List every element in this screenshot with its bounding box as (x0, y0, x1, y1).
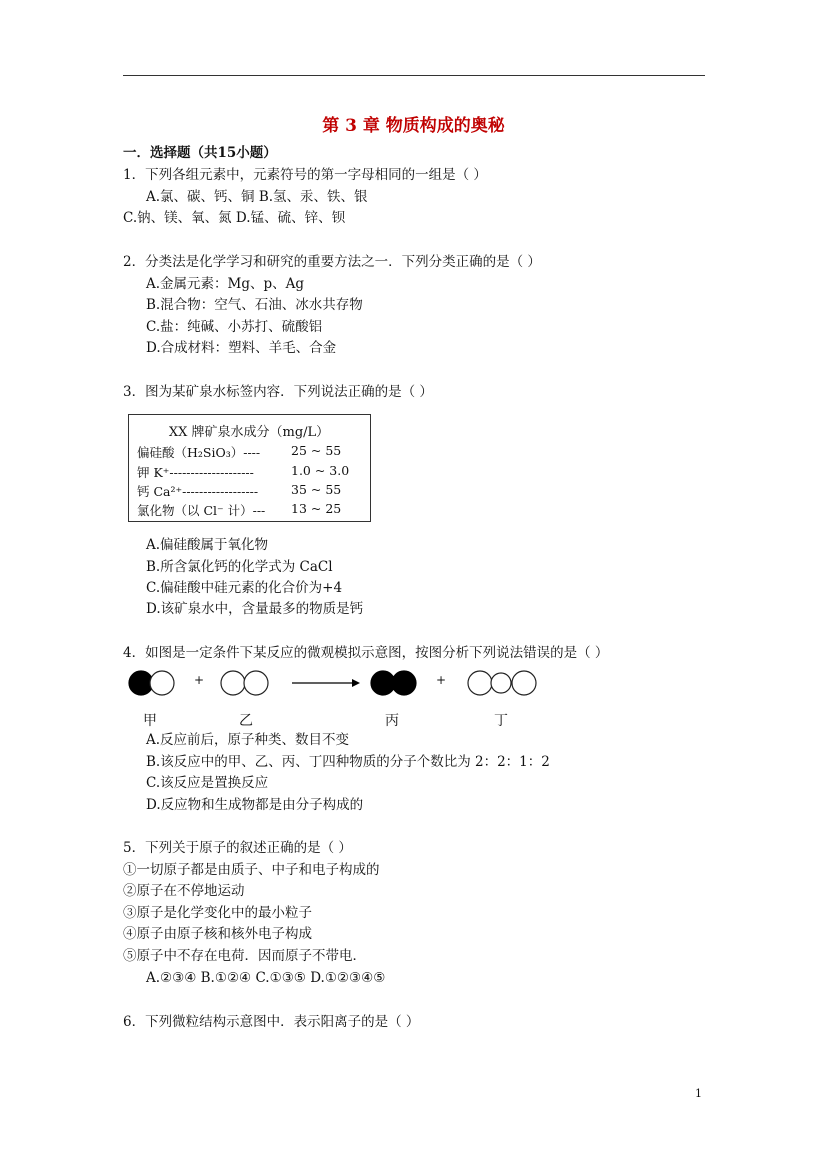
q4-option-d: D.反应物和生成物都是由分子构成的 (146, 797, 364, 813)
species-label-bing: 丙 (385, 713, 399, 729)
label-row-name: 钾 K⁺-------------------- (137, 465, 254, 480)
q3-option-b: B.所含氯化钙的化学式为 CaCl (146, 559, 333, 575)
header-rule (123, 75, 705, 76)
q1-options-cd: C.钠、镁、氧、氮 D.锰、硫、锌、钡 (123, 210, 346, 226)
arrow-head-icon (352, 679, 360, 687)
q3-option-a: A.偏硅酸属于氧化物 (146, 537, 269, 553)
q5-options: A.②③④ B.①②④ C.①③⑤ D.①②③④⑤ (146, 970, 386, 986)
species-label-jia: 甲 (143, 713, 157, 729)
mineral-water-label (128, 414, 371, 522)
q5-item: ④原子由原子核和核外电子构成 (123, 926, 312, 942)
q2-option-d: D.合成材料：塑料、羊毛、合金 (146, 340, 337, 356)
q4-option-b: B.该反应中的甲、乙、丙、丁四种物质的分子个数比为 2：2：1：2 (146, 754, 550, 770)
chapter-title: 第 3 章 物质构成的奥秘 (322, 116, 505, 136)
plus-sign: + (194, 673, 205, 687)
label-row-name: 钙 Ca²⁺------------------ (137, 484, 259, 499)
label-row-value: 1.0 ~ 3.0 (291, 463, 350, 478)
white-atom (468, 671, 492, 695)
label-row-value: 13 ~ 25 (291, 501, 342, 516)
q4-stem: 4．如图是一定条件下某反应的微观模拟示意图，按图分析下列说法错误的是（ ） (123, 645, 609, 661)
page-number: 1 (695, 1087, 702, 1100)
q4-option-c: C.该反应是置换反应 (146, 775, 269, 791)
white-atom (221, 671, 245, 695)
q5-item: ③原子是化学变化中的最小粒子 (123, 905, 312, 921)
q5-item: ②原子在不停地运动 (123, 883, 245, 899)
label-heading: XX 牌矿泉水成分（mg/L） (168, 425, 330, 440)
q2-option-a: A.金属元素：Mg、p、Ag (146, 276, 305, 292)
black-atom (129, 671, 153, 695)
q1-stem: 1．下列各组元素中，元素符号的第一字母相同的一组是（ ） (123, 167, 487, 183)
white-atom (512, 671, 536, 695)
q2-option-b: B.混合物：空气、石油、冰水共存物 (146, 297, 363, 313)
q3-option-d: D.该矿泉水中，含量最多的物质是钙 (146, 601, 364, 617)
q5-stem: 5．下列关于原子的叙述正确的是（ ） (123, 840, 352, 856)
reaction-diagram (120, 664, 560, 704)
q3-stem: 3．图为某矿泉水标签内容．下列说法正确的是（ ） (123, 384, 433, 400)
species-label-yi: 乙 (239, 713, 253, 729)
white-atom (244, 671, 268, 695)
white-atom (150, 671, 174, 695)
black-atom (392, 671, 416, 695)
species-label-ding: 丁 (494, 713, 508, 729)
label-row-value: 35 ~ 55 (291, 482, 342, 497)
q2-stem: 2．分类法是化学学习和研究的重要方法之一．下列分类正确的是（ ） (123, 254, 541, 270)
q3-option-c: C.偏硅酸中硅元素的化合价为+4 (146, 580, 343, 596)
q5-item: ①一切原子都是由质子、中子和电子构成的 (123, 862, 380, 878)
q1-options-ab: A.氯、碳、钙、铜 B.氢、汞、铁、银 (146, 189, 368, 205)
black-atom (371, 671, 395, 695)
q6-stem: 6．下列微粒结构示意图中．表示阳离子的是（ ） (123, 1014, 420, 1030)
q5-item: ⑤原子中不存在电荷．因而原子不带电． (123, 948, 366, 964)
q2-option-c: C.盐：纯碱、小苏打、硫酸铝 (146, 319, 323, 335)
plus-sign: + (436, 673, 447, 687)
white-atom (491, 673, 511, 693)
q4-option-a: A.反应前后，原子种类、数目不变 (146, 732, 350, 748)
section-heading: 一．选择题（共15小题） (123, 145, 277, 161)
label-row-value: 25 ~ 55 (291, 443, 342, 458)
label-row-name: 偏硅酸（H₂SiO₃）---- (137, 445, 261, 460)
label-row-name: 氯化物（以 Cl⁻ 计）--- (137, 503, 266, 518)
